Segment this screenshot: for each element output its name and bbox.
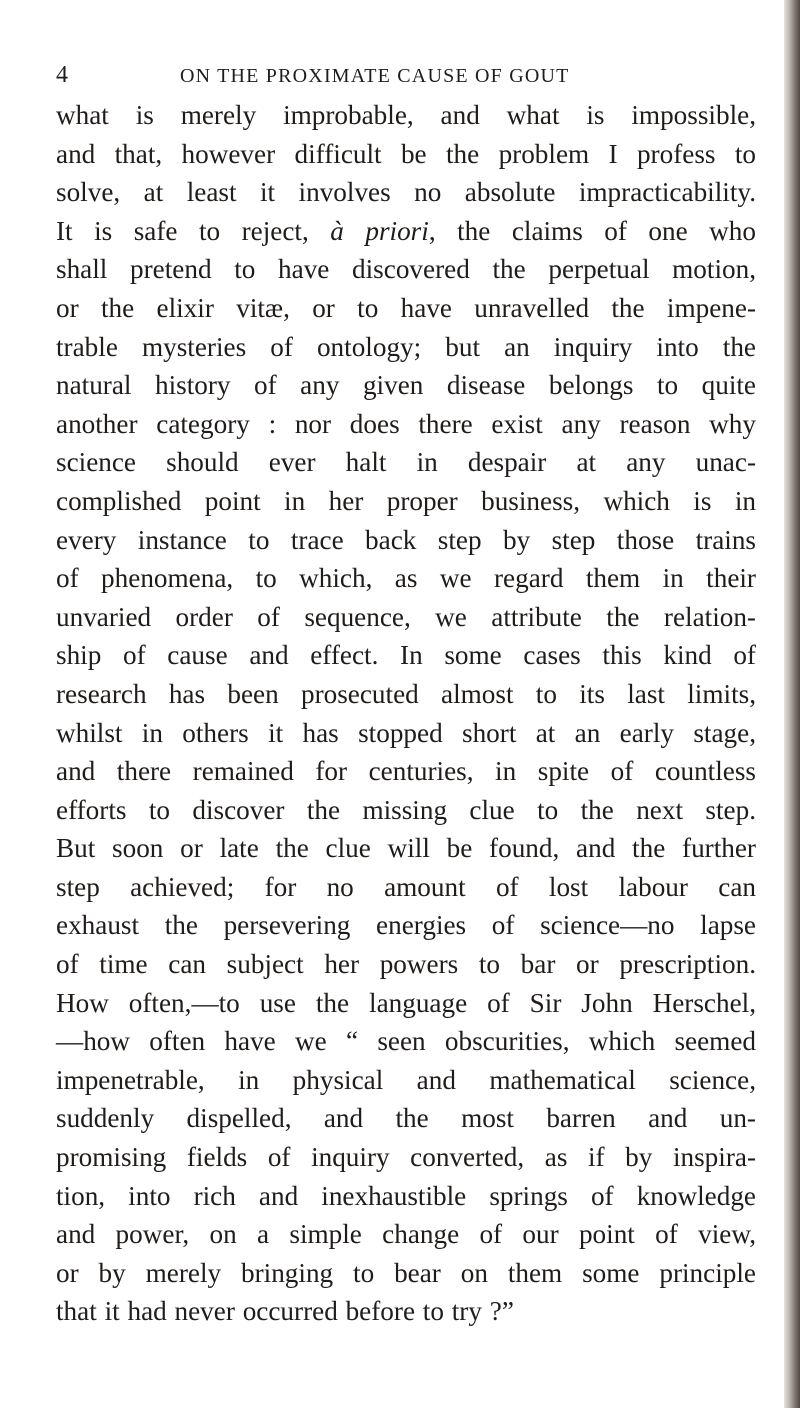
text-line: or by merely bringing to bear on them some principle — [56, 1257, 756, 1288]
text-line: ship of cause and effect. In some cases this kind of — [56, 640, 756, 671]
text-line: tion, into rich and inexhaustible springs of knowledge — [56, 1180, 756, 1211]
text-line: efforts to discover the missing clue to the next step. — [56, 794, 756, 825]
text-line: and power, on a simple change of our point of view, — [56, 1219, 756, 1250]
text-line: exhaust the persevering energies of science—no lapse — [56, 910, 756, 941]
text-line: trable mysteries of ontology; but an inquiry into the — [56, 331, 756, 362]
italic-phrase: à priori — [330, 215, 429, 246]
text-line: every instance to trace back step by step those trains — [56, 524, 756, 555]
text-line: —how often have we “ seen obscurities, which seemed — [56, 1026, 756, 1057]
text-line: of time can subject her powers to bar or prescription. — [56, 949, 756, 980]
text-line: How often,—to use the language of Sir John Herschel, — [56, 987, 756, 1018]
text-line: or the elixir vitæ, or to have unravelled the impene- — [56, 292, 756, 323]
text-line-last: that it had never occurred before to try ?” — [56, 1296, 514, 1327]
page-edge-shadow — [784, 0, 800, 1408]
text-line: research has been prosecuted almost to its last limits, — [56, 678, 756, 709]
running-head — [56, 60, 756, 90]
text-line: of phenomena, to which, as we regard them in their — [56, 563, 756, 594]
text-line: suddenly dispelled, and the most barren and un- — [56, 1103, 756, 1134]
text-line — [56, 212, 756, 251]
text-line: natural history of any given disease belongs to quite — [56, 370, 756, 401]
running-head-title: ON THE PROXIMATE CAUSE OF GOUT — [180, 65, 570, 87]
text-segment: It is safe to reject, — [56, 215, 331, 246]
text-line: whilst in others it has stopped short at an early stage, — [56, 717, 756, 748]
text-line: solve, at least it involves no absolute impracticability. — [56, 177, 756, 208]
text-line: promising fields of inquiry converted, as if by inspira- — [56, 1142, 756, 1173]
body-text — [56, 96, 756, 1331]
text-line: impenetrable, in physical and mathematical science, — [56, 1064, 756, 1095]
text-line: and that, however difficult be the problem I profess to — [56, 138, 756, 169]
text-line: science should ever halt in despair at any unac- — [56, 447, 756, 478]
text-line: shall pretend to have discovered the perpetual motion, — [56, 254, 756, 285]
text-segment: , the claims of one who — [428, 215, 756, 246]
text-line: another category : nor does there exist any reason why — [56, 408, 756, 439]
text-line: complished point in her proper business, which is in — [56, 485, 756, 516]
text-line: unvaried order of sequence, we attribute the relation- — [56, 601, 756, 632]
page-number: 4 — [56, 62, 68, 88]
text-line: what is merely improbable, and what is impossible, — [56, 100, 756, 130]
text-line: step achieved; for no amount of lost labour can — [56, 871, 756, 902]
text-line: and there remained for centuries, in spite of countless — [56, 756, 756, 787]
text-line: But soon or late the clue will be found, and the further — [56, 833, 756, 864]
